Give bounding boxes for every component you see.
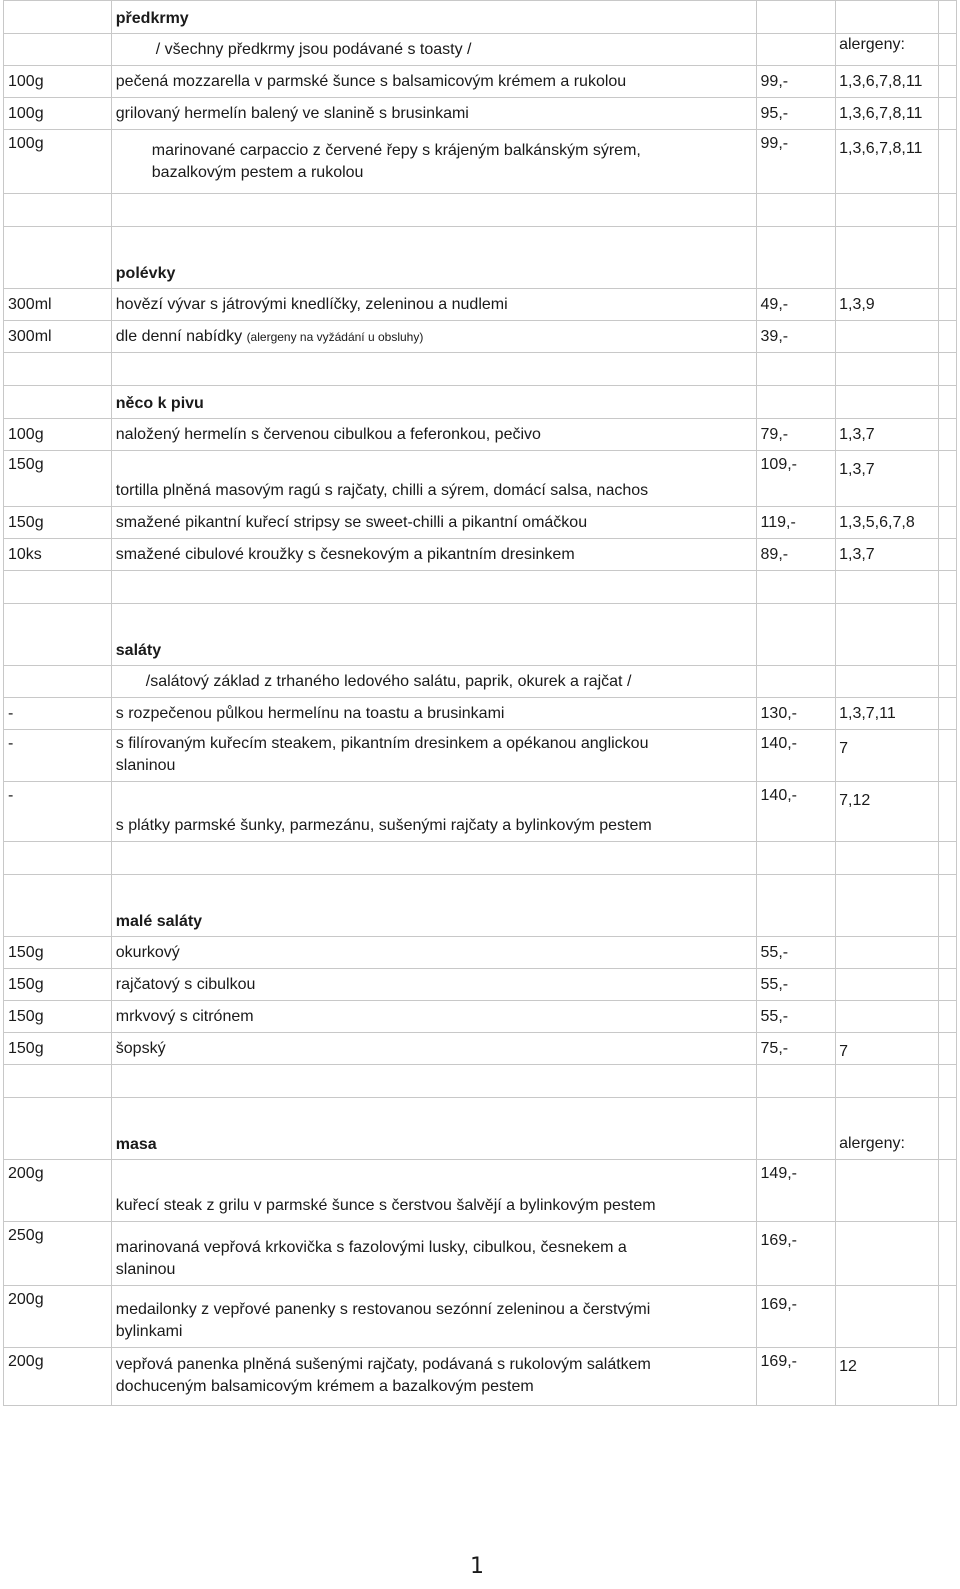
item-allergens: 7 [836, 1033, 939, 1065]
item-price: 79,- [756, 419, 836, 451]
item-amount: 150g [4, 1033, 112, 1065]
menu-item-row [4, 1160, 957, 1222]
item-name-note: (alergeny na vyžádání u obsluhy) [246, 329, 424, 344]
menu-item-row [4, 419, 957, 451]
item-name: hovězí vývar s játrovými knedlíčky, zeleninou a nudlemi [111, 289, 756, 321]
item-price: 49,- [756, 289, 836, 321]
item-price: 75,- [756, 1033, 836, 1065]
item-price: 95,- [756, 98, 836, 130]
item-name: naložený hermelín s červenou cibulkou a feferonkou, pečivo [111, 419, 756, 451]
section-divider [4, 1065, 957, 1098]
item-name: s plátky parmské šunky, parmezánu, sušenými rajčaty a bylinkovým pestem [111, 782, 756, 842]
item-price: 130,- [756, 698, 836, 730]
item-amount: 200g [4, 1348, 112, 1406]
section-title-predkrmy: předkrmy [111, 1, 756, 34]
item-allergens: 12 [836, 1348, 939, 1406]
item-allergens: 7 [836, 730, 939, 782]
menu-item-row [4, 321, 957, 353]
item-name: grilovaný hermelín balený ve slanině s brusinkami [111, 98, 756, 130]
item-allergens: 1,3,7 [836, 419, 939, 451]
item-amount: 200g [4, 1286, 112, 1348]
item-amount: - [4, 698, 112, 730]
item-name: šopský [111, 1033, 756, 1065]
item-amount: 150g [4, 1001, 112, 1033]
item-price: 169,- [756, 1286, 836, 1348]
menu-item-row [4, 507, 957, 539]
allergens-header: alergeny: [836, 34, 939, 66]
item-allergens: 1,3,6,7,8,11 [836, 66, 939, 98]
item-allergens: 7,12 [836, 782, 939, 842]
item-price: 89,- [756, 539, 836, 571]
item-name-line2: dochuceným balsamicovým krémem a bazalkovým pestem [115, 1378, 534, 1395]
menu-item-row [4, 130, 957, 194]
menu-item-row [4, 451, 957, 507]
section-title-salaty: saláty [111, 604, 756, 666]
item-price: 119,- [756, 507, 836, 539]
item-allergens: 1,3,7,11 [836, 698, 939, 730]
section-title-masa: masa [111, 1098, 756, 1160]
section-header-row [4, 604, 957, 666]
section-header-row [4, 1098, 957, 1160]
item-amount: 300ml [4, 321, 112, 353]
item-allergens [836, 1001, 939, 1033]
item-amount: 100g [4, 98, 112, 130]
menu-item-row [4, 1222, 957, 1286]
item-amount: 150g [4, 507, 112, 539]
item-price: 140,- [756, 730, 836, 782]
section-header-row [4, 386, 957, 419]
item-price: 99,- [756, 66, 836, 98]
item-allergens: 1,3,7 [836, 539, 939, 571]
menu-item-row [4, 66, 957, 98]
item-amount: 150g [4, 451, 112, 507]
item-allergens [836, 1286, 939, 1348]
menu-item-row [4, 937, 957, 969]
item-name: okurkový [111, 937, 756, 969]
item-price: 55,- [756, 937, 836, 969]
item-amount: 200g [4, 1160, 112, 1222]
item-name: pečená mozzarella v parmské šunce s balsamicovým krémem a rukolou [111, 66, 756, 98]
item-allergens [836, 321, 939, 353]
menu-item-row [4, 782, 957, 842]
section-header-row [4, 875, 957, 937]
menu-item-row [4, 1348, 957, 1406]
menu-item-row [4, 98, 957, 130]
item-price: 39,- [756, 321, 836, 353]
section-header-row [4, 227, 957, 289]
item-allergens: 1,3,7 [836, 451, 939, 507]
item-allergens [836, 1222, 939, 1286]
menu-item-row [4, 539, 957, 571]
item-name: tortilla plněná masovým ragú s rajčaty, chilli a sýrem, domácí salsa, nachos [111, 451, 756, 507]
item-price: 55,- [756, 1001, 836, 1033]
item-allergens: 1,3,6,7,8,11 [836, 130, 939, 194]
menu-item-row [4, 289, 957, 321]
item-name: s filírovaným kuřecím steakem, pikantním dresinkem a opékanou anglickou [115, 735, 649, 752]
item-name: marinovaná vepřová krkovička s fazolovými lusky, cibulkou, česnekem a [115, 1239, 627, 1256]
item-amount: - [4, 782, 112, 842]
item-amount: 10ks [4, 539, 112, 571]
item-price: 169,- [756, 1222, 836, 1286]
item-allergens [836, 1160, 939, 1222]
item-name: s rozpečenou půlkou hermelínu na toastu a brusinkami [111, 698, 756, 730]
section-title-pivo: něco k pivu [111, 386, 756, 419]
item-name-line2: bazalkovým pestem a rukolou [151, 163, 364, 181]
section-title-male-salaty: malé saláty [111, 875, 756, 937]
item-name-line2: slaninou [115, 757, 176, 774]
item-name-line2: bylinkami [115, 1323, 183, 1340]
item-allergens [836, 937, 939, 969]
item-name: rajčatový s cibulkou [111, 969, 756, 1001]
page-number: 1 [470, 1554, 484, 1579]
item-name-line2: slaninou [115, 1261, 176, 1278]
item-amount: 150g [4, 969, 112, 1001]
section-header-row [4, 1, 957, 34]
menu-item-row [4, 730, 957, 782]
menu-item-row [4, 969, 957, 1001]
item-price: 169,- [756, 1348, 836, 1406]
item-name: smažené pikantní kuřecí stripsy se sweet-chilli a pikantní omáčkou [111, 507, 756, 539]
item-amount: - [4, 730, 112, 782]
item-amount: 250g [4, 1222, 112, 1286]
menu-item-row [4, 698, 957, 730]
item-name: dle denní nabídky [115, 327, 243, 345]
item-price: 55,- [756, 969, 836, 1001]
item-name: marinované carpaccio z červené řepy s krájeným balkánským sýrem, [151, 141, 641, 159]
menu-item-row [4, 1286, 957, 1348]
item-allergens: 1,3,9 [836, 289, 939, 321]
item-allergens: 1,3,6,7,8,11 [836, 98, 939, 130]
item-amount: 100g [4, 419, 112, 451]
item-amount: 100g [4, 130, 112, 194]
item-amount: 150g [4, 937, 112, 969]
menu-item-row [4, 1033, 957, 1065]
predkrmy-note: / všechny předkrmy jsou podávané s toasty / [111, 34, 756, 66]
item-price: 140,- [756, 782, 836, 842]
item-price: 109,- [756, 451, 836, 507]
menu-sheet [3, 0, 957, 1406]
item-allergens: 1,3,5,6,7,8 [836, 507, 939, 539]
menu-item-row [4, 1001, 957, 1033]
item-name: medailonky z vepřové panenky s restovanou sezónní zeleninou a čerstvými [115, 1301, 651, 1318]
allergens-header: alergeny: [836, 1098, 939, 1160]
menu-table [3, 0, 957, 1406]
item-name: kuřecí steak z grilu v parmské šunce s čerstvou šalvějí a bylinkovým pestem [111, 1160, 756, 1222]
item-price: 99,- [756, 130, 836, 194]
item-allergens [836, 969, 939, 1001]
section-title-polevky: polévky [111, 227, 756, 289]
item-name: mrkvový s citrónem [111, 1001, 756, 1033]
item-name: smažené cibulové kroužky s česnekovým a pikantním dresinkem [111, 539, 756, 571]
item-amount: 100g [4, 66, 112, 98]
item-name: vepřová panenka plněná sušenými rajčaty, podávaná s rukolovým salátkem [115, 1356, 651, 1373]
item-amount: 300ml [4, 289, 112, 321]
item-price: 149,- [756, 1160, 836, 1222]
salaty-note: /salátový základ z trhaného ledového salátu, paprik, okurek a rajčat / [111, 666, 756, 698]
